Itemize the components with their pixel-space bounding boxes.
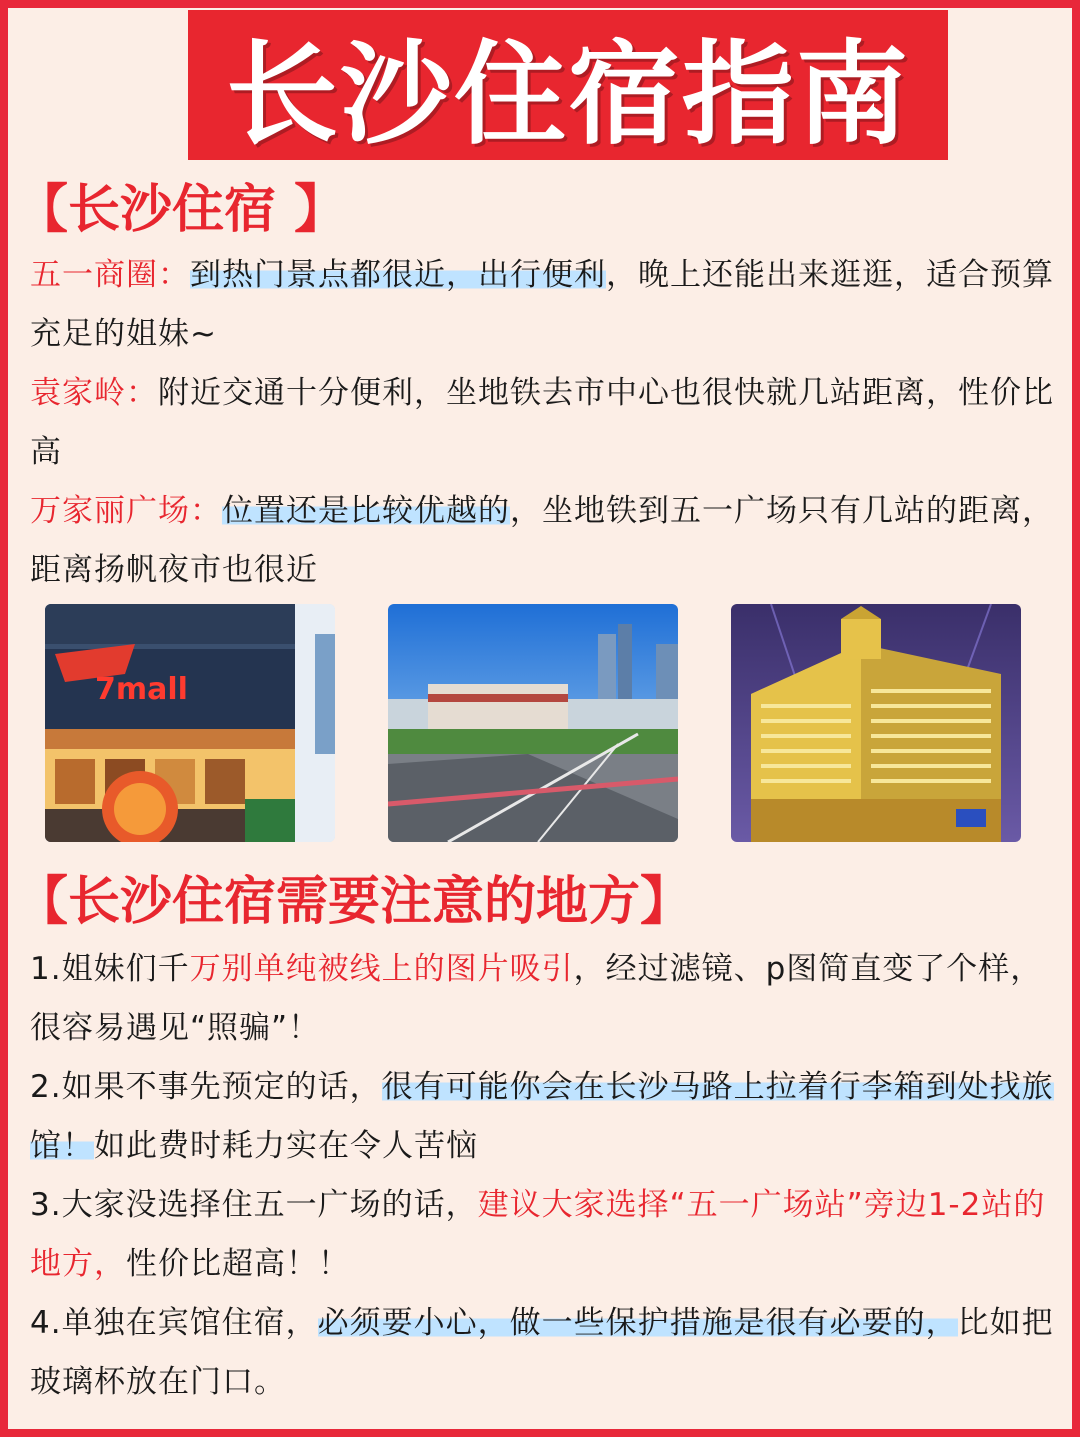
- tip-text: 如此费时耗力实在令人苦恼: [94, 1128, 478, 1164]
- tip-emphasis: 万别单纯被线上的图片吸引: [189, 951, 574, 987]
- tip-text: ，经过滤镜、p图简直变了个样，很容易遇见“照骗”！: [30, 951, 1043, 1046]
- poster: [8, 8, 1072, 1429]
- photo-mall-facade: [45, 604, 335, 842]
- area-name: 袁家岭：: [30, 375, 158, 411]
- tip-text: 4.单独在宾馆住宿，: [30, 1305, 318, 1341]
- area-yuanjialing: [30, 364, 1060, 482]
- area-highlight: 位置还是比较优越的: [222, 493, 510, 529]
- area-description: ，晚上还能出来逛逛，适合预算充足的姐妹~: [30, 257, 1054, 352]
- tip-text: 比如把玻璃杯放在门口。: [30, 1305, 1054, 1400]
- tip-text: 性价比超高！！: [126, 1246, 350, 1282]
- area-description: ，坐地铁到五一广场只有几站的距离，距离扬帆夜市也很近: [30, 493, 1054, 588]
- photo-plaza-aerial: [388, 604, 678, 842]
- tip-text: 3.大家没选择住五一广场的话，: [30, 1187, 478, 1223]
- tip-text: 1.姐妹们千: [30, 951, 190, 987]
- page-title: 长沙住宿指南: [226, 29, 910, 160]
- area-highlight: 到热门景点都很近，出行便利: [190, 257, 606, 293]
- title-banner: [188, 10, 948, 160]
- tip-text: 2.如果不事先预定的话，: [30, 1069, 382, 1105]
- tip-4: [30, 1294, 1060, 1412]
- tip-highlight: 必须要小心，做一些保护措施是很有必要的，: [317, 1305, 958, 1341]
- tip-highlight: 很有可能你会在长沙马路上拉着行李箱到处找旅馆！: [30, 1069, 1054, 1164]
- tip-1: [30, 940, 1060, 1058]
- section-heading-cautions: 【长沙住宿需要注意的地方】: [16, 872, 693, 932]
- tip-emphasis: 建议大家选择“五一广场站”旁边1-2站的地方，: [30, 1187, 1046, 1282]
- area-wanjiali: [30, 482, 1060, 600]
- area-wuyi: [30, 246, 1060, 364]
- area-name: 五一商圈：: [30, 257, 190, 293]
- mall-sign: 7mall: [95, 672, 188, 707]
- tip-3: [30, 1176, 1060, 1294]
- tip-2: [30, 1058, 1060, 1176]
- area-description: 附近交通十分便利，坐地铁去市中心也很快就几站距离，性价比高: [30, 375, 1054, 470]
- section-heading-accommodation: 【长沙住宿 】: [16, 180, 347, 240]
- photo-hotel-night: [731, 604, 1021, 842]
- area-name: 万家丽广场：: [30, 493, 222, 529]
